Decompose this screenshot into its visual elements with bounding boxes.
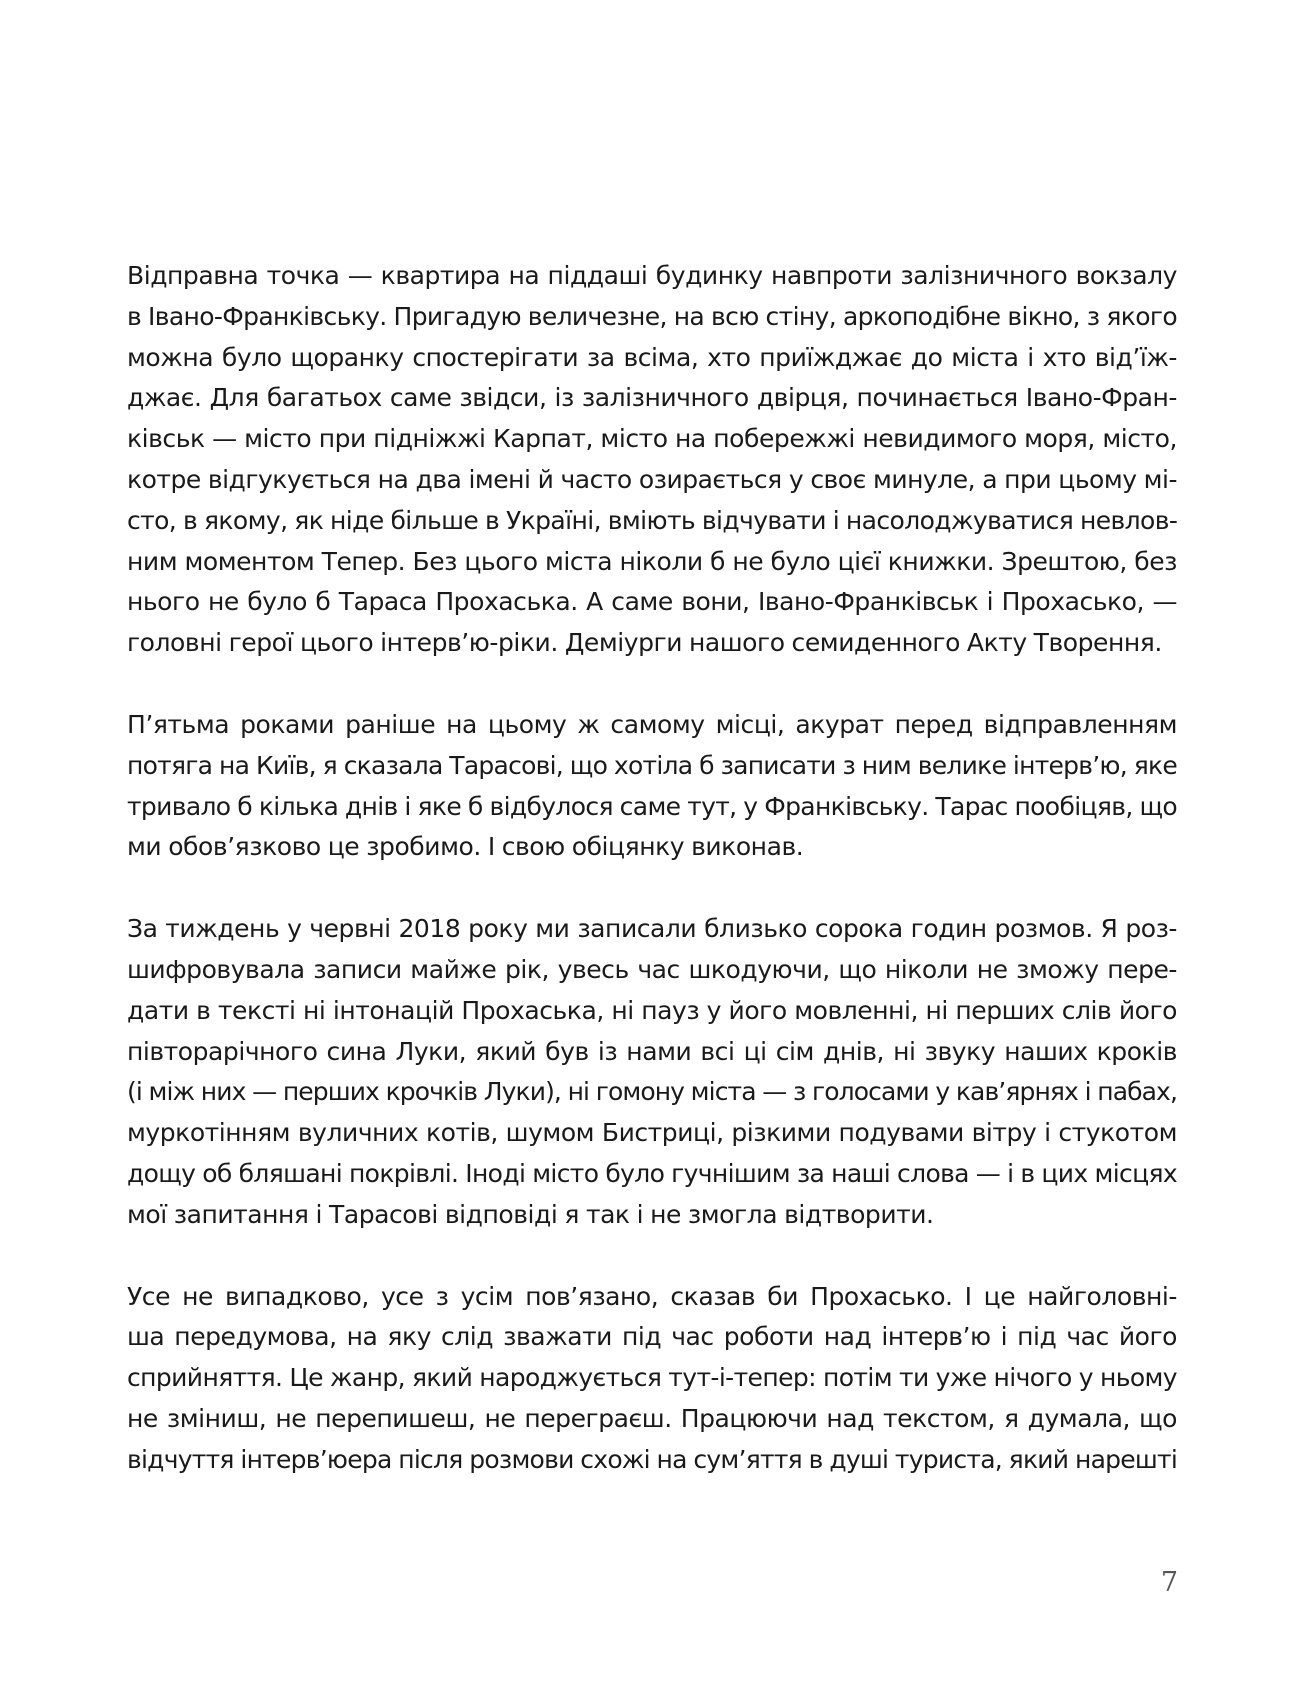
text-line: не зміниш, не перепишеш, не переграєш. Працюючи над текстом, я думала, що [127, 1403, 1177, 1433]
text-line: тривало б кілька днів і яке б відбулося саме тут, у Франківську. Тарас пообіцяв, що [127, 791, 1177, 821]
paragraph [127, 256, 1177, 664]
text-line: ним моментом Тепер. Без цього міста ніколи б не було цієї книжки. Зрештою, без [127, 546, 1177, 576]
text-line: муркотінням вуличних котів, шумом Бистриці, різкими подувами вітру і стукотом [127, 1118, 1177, 1148]
text-line: П’ятьма роками раніше на цьому ж самому місці, акурат перед відправленням [127, 709, 1177, 739]
text-line: відчуття інтерв’юера після розмови схожі на сум’яття в душі туриста, який нарешті [127, 1444, 1178, 1474]
text-line: ша передумова, на яку слід зважати під час роботи над інтерв’ю і під час його [127, 1322, 1177, 1352]
text-line: ківськ — місто при підніжжі Карпат, місто на побережжі невидимого моря, місто, [127, 424, 1177, 454]
page-number: 7 [1160, 1567, 1178, 1598]
text-line: півторарічного сина Луки, який був із нами всі ці сім днів, ні звуку наших кроків [127, 1036, 1177, 1066]
text-line: джає. Для багатьох саме звідси, із залізничного двірця, починається Івано-Фран- [127, 383, 1177, 413]
text-line: потяга на Київ, я сказала Тарасові, що хотіла б записати з ним велике інтерв’ю, яке [127, 750, 1177, 780]
paragraph [127, 705, 1177, 868]
text-line: шифровувала записи майже рік, увесь час шкодуючи, що ніколи не зможу пере- [127, 954, 1177, 984]
text-line: сприйняття. Це жанр, який народжується тут-і-тепер: потім ти уже нічого у ньому [127, 1363, 1177, 1393]
text-line: мої запитання і Тарасові відповіді я так і не змогла відтворити. [127, 1199, 934, 1229]
paragraph [127, 909, 1177, 1235]
body-text [127, 256, 1177, 1481]
text-line: дати в тексті ні інтонацій Прохаська, ні пауз у його мовленні, ні перших слів його [127, 995, 1177, 1025]
text-line: дощу об бляшані покрівлі. Іноді місто було гучнішим за наші слова — і в цих місцях [127, 1158, 1177, 1188]
text-line: (і між них — перших крочків Луки), ні гомону міста — з голосами у кав’ярнях і пабах, [127, 1077, 1177, 1107]
text-line: сто, в якому, як ніде більше в Україні, вміють відчувати і насолоджуватися невлов- [127, 505, 1178, 535]
text-line: головні герої цього інтерв’ю-ріки. Деміурги нашого семиденного Акту Творення. [127, 628, 1162, 658]
paragraph [127, 1277, 1177, 1481]
text-line: в Івано-Франківську. Пригадую величезне, на всю стіну, аркоподібне вікно, з якого [127, 301, 1177, 331]
text-line: можна було щоранку спостерігати за всіма, хто приїжджає до міста і хто від’їж- [127, 342, 1177, 372]
text-line: котре відгукується на два імені й часто озирається у своє минуле, а при цьому мі- [127, 464, 1177, 494]
text-line: ми обов’язково це зробимо. І свою обіцянку виконав. [127, 832, 804, 862]
text-line: Відправна точка — квартира на піддаші будинку навпроти залізничного вокзалу [127, 261, 1177, 290]
text-line: За тиждень у червні 2018 року ми записали близько сорока годин розмов. Я роз- [127, 914, 1177, 944]
text-line: Усе не випадково, усе з усім пов’язано, сказав би Прохасько. І це найголовні- [127, 1281, 1177, 1311]
text-line: нього не було б Тараса Прохаська. А саме вони, Івано-Франківськ і Прохасько, — [127, 587, 1177, 617]
